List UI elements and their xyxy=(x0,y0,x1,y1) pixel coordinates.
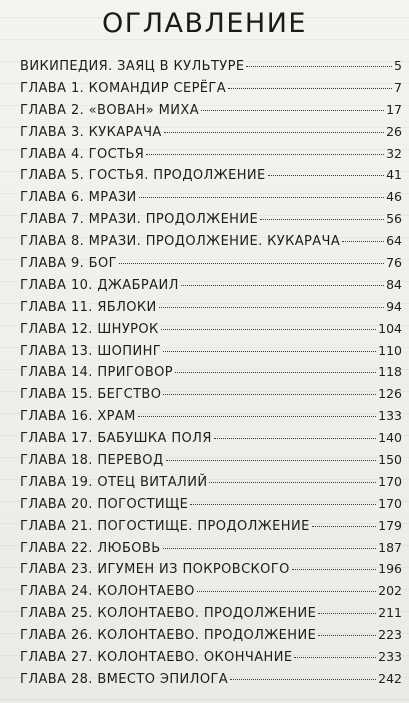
dot-leader xyxy=(159,307,384,308)
page-title: ОГЛАВЛЕНИЕ xyxy=(102,8,307,39)
toc-entry-page-number: 187 xyxy=(378,539,402,555)
toc-entry-label: ГЛАВА 6. МРАЗИ xyxy=(20,190,137,206)
toc-entry xyxy=(20,211,402,233)
dot-leader xyxy=(163,394,376,395)
toc-entry-label: ГЛАВА 8. МРАЗИ. ПРОДОЛЖЕНИЕ. КУКАРАЧА xyxy=(20,234,341,250)
dot-leader xyxy=(312,526,376,527)
dot-leader xyxy=(209,482,376,483)
toc-entry xyxy=(20,386,402,408)
dot-leader xyxy=(342,241,384,242)
toc-entry-page-number: 126 xyxy=(378,386,402,402)
toc-entry-page-number: 64 xyxy=(386,233,402,249)
dot-leader xyxy=(146,154,384,155)
dot-leader xyxy=(175,372,376,373)
toc-entry xyxy=(20,430,402,452)
dot-leader xyxy=(268,175,384,176)
toc-entry xyxy=(20,649,402,671)
toc-entry-page-number: 5 xyxy=(394,58,402,73)
toc-entry xyxy=(20,233,402,255)
dot-leader xyxy=(139,197,384,198)
dot-leader xyxy=(163,548,377,549)
toc-entry-label: ГЛАВА 27. КОЛОНТАЕВО. ОКОНЧАНИЕ xyxy=(20,650,293,666)
toc-entry-page-number: 32 xyxy=(386,145,402,161)
toc-entry-page-number: 41 xyxy=(386,167,402,183)
toc-entry xyxy=(20,146,402,168)
toc-entry-label: ГЛАВА 13. ШОПИНГ xyxy=(20,343,162,359)
toc-entry-page-number: 26 xyxy=(386,123,402,139)
toc-entry-page-number: 7 xyxy=(394,79,402,95)
toc-entry xyxy=(20,474,402,496)
toc-entry-label: ГЛАВА 1. КОМАНДИР СЕРЁГА xyxy=(20,80,227,96)
toc-entry-label: ГЛАВА 9. БОГ xyxy=(20,256,117,272)
toc-entry-label: ГЛАВА 16. ХРАМ xyxy=(20,409,136,425)
toc-entry xyxy=(20,277,402,299)
toc-entry-page-number: 140 xyxy=(378,430,402,446)
toc-entry-page-number: 46 xyxy=(386,189,402,205)
toc-entry-label: ГЛАВА 18. ПЕРЕВОД xyxy=(20,453,164,469)
toc-entry-label: ГЛАВА 20. ПОГОСТИЩЕ xyxy=(20,496,189,512)
toc-entry-label: ГЛАВА 12. ШНУРОК xyxy=(20,321,159,337)
toc-entry-label: ГЛАВА 23. ИГУМЕН ИЗ ПОКРОВСКОГО xyxy=(20,562,290,578)
toc-entry-page-number: 56 xyxy=(386,211,402,227)
toc-entry xyxy=(20,452,402,474)
dot-leader xyxy=(230,679,376,680)
toc-entry xyxy=(20,671,402,693)
toc-entry xyxy=(20,540,402,562)
toc-entry-label: ГЛАВА 10. ДЖАБРАИЛ xyxy=(20,277,179,293)
toc-entry-page-number: 196 xyxy=(378,561,402,577)
toc-entry-label: ГЛАВА 5. ГОСТЬЯ. ПРОДОЛЖЕНИЕ xyxy=(20,168,266,184)
dot-leader xyxy=(166,460,377,461)
toc-entry xyxy=(20,561,402,583)
dot-leader xyxy=(164,132,384,133)
toc-entry-page-number: 84 xyxy=(386,276,402,292)
dot-leader xyxy=(246,66,392,67)
toc-entry-label: ГЛАВА 3. КУКАРАЧА xyxy=(20,124,162,140)
toc-entry-page-number: 104 xyxy=(378,320,402,336)
toc-entry xyxy=(20,255,402,277)
toc-entry-label: ГЛАВА 25. КОЛОНТАЕВО. ПРОДОЛЖЕНИЕ xyxy=(20,606,317,622)
dot-leader xyxy=(318,635,376,636)
toc-entry xyxy=(20,518,402,540)
dot-leader xyxy=(197,591,376,592)
dot-leader xyxy=(181,285,384,286)
toc-entry xyxy=(20,496,402,518)
toc-entry xyxy=(20,583,402,605)
toc-entry-label: ГЛАВА 11. ЯБЛОКИ xyxy=(20,299,157,315)
toc-entry-page-number: 179 xyxy=(378,517,402,533)
toc-entry-page-number: 118 xyxy=(378,364,402,380)
toc-entry-page-number: 170 xyxy=(378,473,402,489)
toc-entry xyxy=(20,343,402,365)
toc-entry xyxy=(20,58,402,80)
toc-entry-label: ГЛАВА 21. ПОГОСТИЩЕ. ПРОДОЛЖЕНИЕ xyxy=(20,518,310,534)
dot-leader xyxy=(163,351,376,352)
toc-entry-label: ГЛАВА 4. ГОСТЬЯ xyxy=(20,146,145,162)
toc-entry-page-number: 242 xyxy=(378,670,402,686)
toc-entry xyxy=(20,299,402,321)
toc-entry xyxy=(20,167,402,189)
dot-leader xyxy=(161,329,376,330)
dot-leader xyxy=(119,263,384,264)
dot-leader xyxy=(228,88,392,89)
toc-entry xyxy=(20,80,402,102)
toc-entry-page-number: 76 xyxy=(386,255,402,271)
toc-entry-page-number: 150 xyxy=(378,452,402,468)
dot-leader xyxy=(318,613,376,614)
toc-entry xyxy=(20,408,402,430)
toc-entry xyxy=(20,627,402,649)
toc-entry-label: ГЛАВА 24. КОЛОНТАЕВО xyxy=(20,584,195,600)
toc-entry-label: ГЛАВА 2. «ВОВАН» МИХА xyxy=(20,102,199,118)
dot-leader xyxy=(294,657,376,658)
toc-entry-label: ГЛАВА 7. МРАЗИ. ПРОДОЛЖЕНИЕ xyxy=(20,212,259,228)
toc-entry xyxy=(20,189,402,211)
toc-entry xyxy=(20,102,402,124)
toc-entry-label: ГЛАВА 28. ВМЕСТО ЭПИЛОГА xyxy=(20,671,229,687)
toc-entry-label: ГЛАВА 14. ПРИГОВОР xyxy=(20,365,174,381)
toc-entry-label: ГЛАВА 17. БАБУШКА ПОЛЯ xyxy=(20,431,212,447)
toc-entry-label: ГЛАВА 15. БЕГСТВО xyxy=(20,387,162,403)
table-of-contents xyxy=(20,58,402,693)
toc-entry xyxy=(20,605,402,627)
dot-leader xyxy=(190,504,376,505)
toc-entry xyxy=(20,321,402,343)
toc-entry-page-number: 223 xyxy=(378,627,402,643)
toc-entry xyxy=(20,124,402,146)
dot-leader xyxy=(260,219,384,220)
toc-entry-label: ГЛАВА 22. ЛЮБОВЬ xyxy=(20,540,161,556)
dot-leader xyxy=(201,110,384,111)
toc-entry-label: ВИКИПЕДИЯ. ЗАЯЦ В КУЛЬТУРЕ xyxy=(20,59,245,74)
dot-leader xyxy=(292,569,376,570)
toc-entry-page-number: 170 xyxy=(378,495,402,511)
toc-entry-label: ГЛАВА 26. КОЛОНТАЕВО. ПРОДОЛЖЕНИЕ xyxy=(20,628,317,644)
toc-entry-label: ГЛАВА 19. ОТЕЦ ВИТАЛИЙ xyxy=(20,474,208,490)
toc-entry xyxy=(20,364,402,386)
toc-entry-page-number: 233 xyxy=(378,649,402,665)
dot-leader xyxy=(138,416,376,417)
toc-entry-page-number: 133 xyxy=(378,408,402,424)
toc-entry-page-number: 202 xyxy=(378,583,402,599)
toc-entry-page-number: 94 xyxy=(386,298,402,314)
toc-entry-page-number: 17 xyxy=(386,101,402,117)
dot-leader xyxy=(214,438,376,439)
toc-entry-page-number: 211 xyxy=(378,605,402,621)
toc-entry-page-number: 110 xyxy=(378,342,402,358)
